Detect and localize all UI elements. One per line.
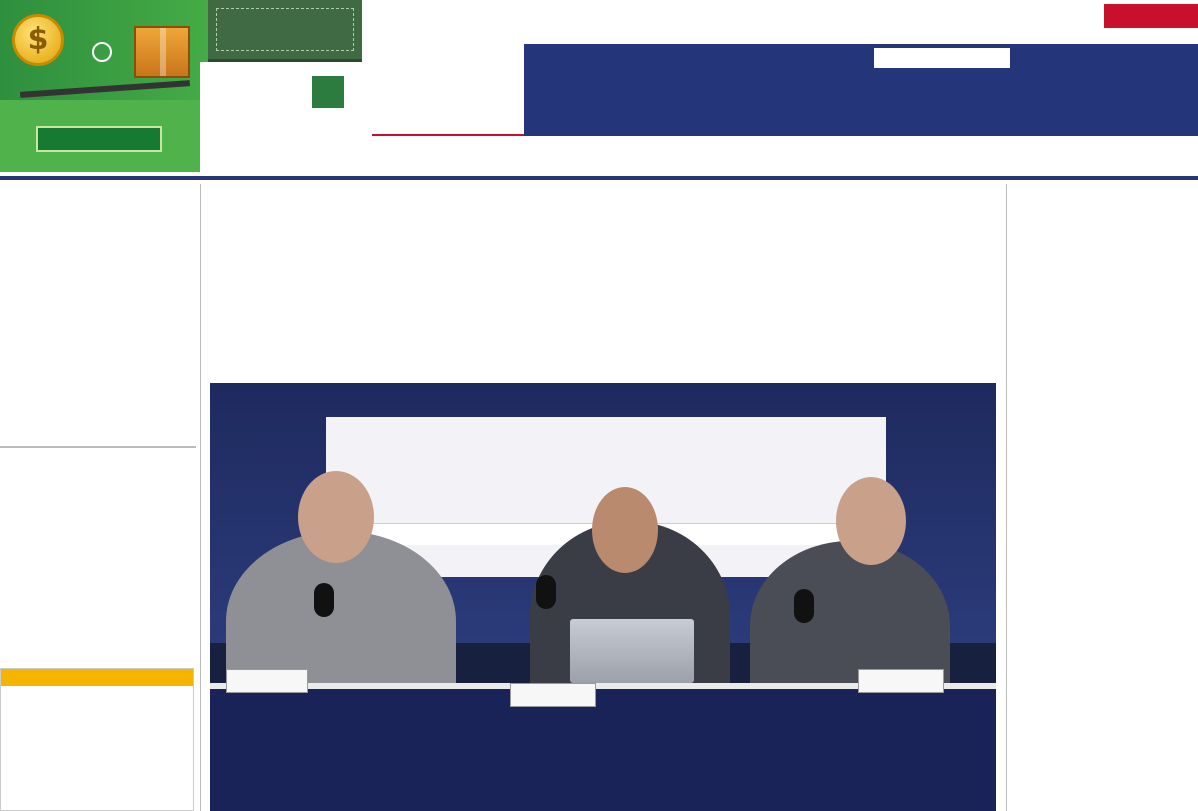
- microphone-icon: [536, 575, 556, 609]
- microphone-icon: [314, 583, 334, 617]
- circuit-board-image: [208, 0, 362, 62]
- today-index: [0, 668, 194, 811]
- left-story-1[interactable]: [4, 200, 192, 204]
- nameplate-middle: [510, 683, 596, 707]
- main-photo: [210, 383, 996, 811]
- issue-info: [372, 40, 522, 130]
- masthead-divider: [0, 176, 1198, 180]
- laptop: [570, 619, 694, 683]
- ad-brand-logo: [312, 76, 344, 108]
- masthead-red-rule: [372, 134, 532, 136]
- divider: [0, 446, 196, 448]
- left-story-2[interactable]: [4, 454, 192, 460]
- conference-table: [210, 689, 996, 811]
- dollar-coin-icon: $: [12, 14, 64, 66]
- today-index-title: [1, 669, 193, 686]
- advertisement: [0, 0, 362, 172]
- ad-number: [92, 42, 112, 62]
- column-divider: [1006, 184, 1007, 811]
- main-story-col-2: [472, 326, 730, 382]
- microphone-icon: [794, 589, 814, 623]
- main-story-col-1: [740, 326, 996, 382]
- right-column: [1012, 196, 1198, 811]
- newspaper-subtitle: [872, 46, 1012, 70]
- newspaper-logo: [560, 10, 1180, 170]
- column-divider: [200, 184, 201, 811]
- nameplate-left: [226, 669, 308, 693]
- person-right-head: [836, 477, 906, 565]
- person-left-head: [298, 471, 374, 563]
- gift-box-icon: [134, 26, 190, 78]
- ad-price-label: [36, 126, 162, 152]
- person-middle-head: [592, 487, 658, 573]
- nameplate-right: [858, 669, 944, 693]
- main-story-col-3: [210, 326, 464, 370]
